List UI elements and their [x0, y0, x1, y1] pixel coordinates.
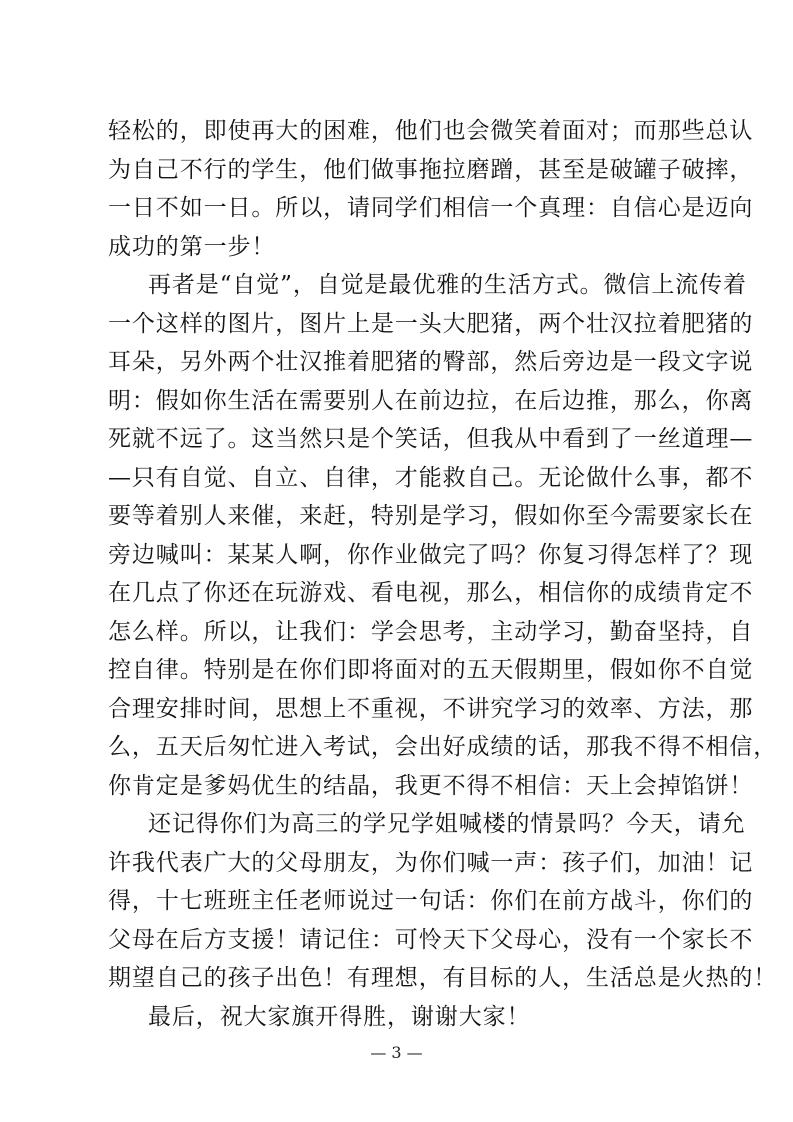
text-line: 成功的第一步！: [108, 233, 276, 260]
text-line: 再者是“自觉”，自觉是最优雅的生活方式。微信上流传着: [148, 272, 747, 298]
text-line: 明：假如你生活在需要别人在前边拉，在后边推，那么，你离: [108, 387, 754, 414]
text-line: 还记得你们为高三的学兄学姐喊楼的情景吗？今天，请允: [148, 811, 746, 837]
text-line: —只有自觉、自立、自律，才能救自己。无论做什么事，都不: [108, 464, 754, 491]
text-line: 轻松的，即使再大的困难，他们也会微笑着面对；而那些总认: [108, 118, 754, 144]
text-line: 你肯定是爹妈优生的结晶，我更不得不相信：天上会掉馅饼！: [108, 772, 754, 799]
text-line: 为自己不行的学生，他们做事拖拉磨蹭，甚至是破罐子破摔，: [108, 156, 754, 183]
text-line: 期望自己的孩子出色！有理想，有目标的人，生活总是火热的！: [108, 965, 778, 991]
page-number: — 3 —: [370, 1043, 423, 1062]
text-line: 旁边喊叫：某某人啊，你作业做完了吗？你复习得怎样了？现: [108, 541, 754, 568]
text-line: 最后，祝大家旗开得胜，谢谢大家！: [148, 1003, 531, 1030]
text-line: 合理安排时间，思想上不重视，不讲究学习的效率、方法，那: [108, 695, 754, 722]
text-line: 一日不如一日。所以，请同学们相信一个真理：自信心是迈向: [108, 195, 754, 221]
text-line: 在几点了你还在玩游戏、看电视，那么，相信你的成绩肯定不: [108, 580, 754, 606]
text-line: 要等着别人来催，来赶，特别是学习，假如你至今需要家长在: [108, 503, 754, 529]
text-line: 得，十七班班主任老师说过一句话：你们在前方战斗，你们的: [108, 888, 754, 914]
text-line: 父母在后方支援！请记住：可怜天下父母心，没有一个家长不: [108, 926, 754, 953]
text-line: 耳朵，另外两个壮汉推着肥猪的臀部，然后旁边是一段文字说: [108, 349, 754, 375]
text-line: 死就不远了。这当然只是个笑话，但我从中看到了一丝道理—: [108, 426, 754, 452]
text-line: 怎么样。所以，让我们：学会思考，主动学习，勤奋坚持，自: [108, 618, 754, 645]
text-line: 控自律。特别是在你们即将面对的五天假期里，假如你不自觉: [108, 657, 754, 683]
text-line: 么，五天后匆忙进入考试，会出好成绩的话，那我不得不相信，: [108, 734, 778, 760]
text-line: 许我代表广大的父母朋友，为你们喊一声：孩子们，加油！记: [108, 849, 754, 876]
text-line: 一个这样的图片，图片上是一头大肥猪，两个壮汉拉着肥猪的: [108, 310, 754, 337]
